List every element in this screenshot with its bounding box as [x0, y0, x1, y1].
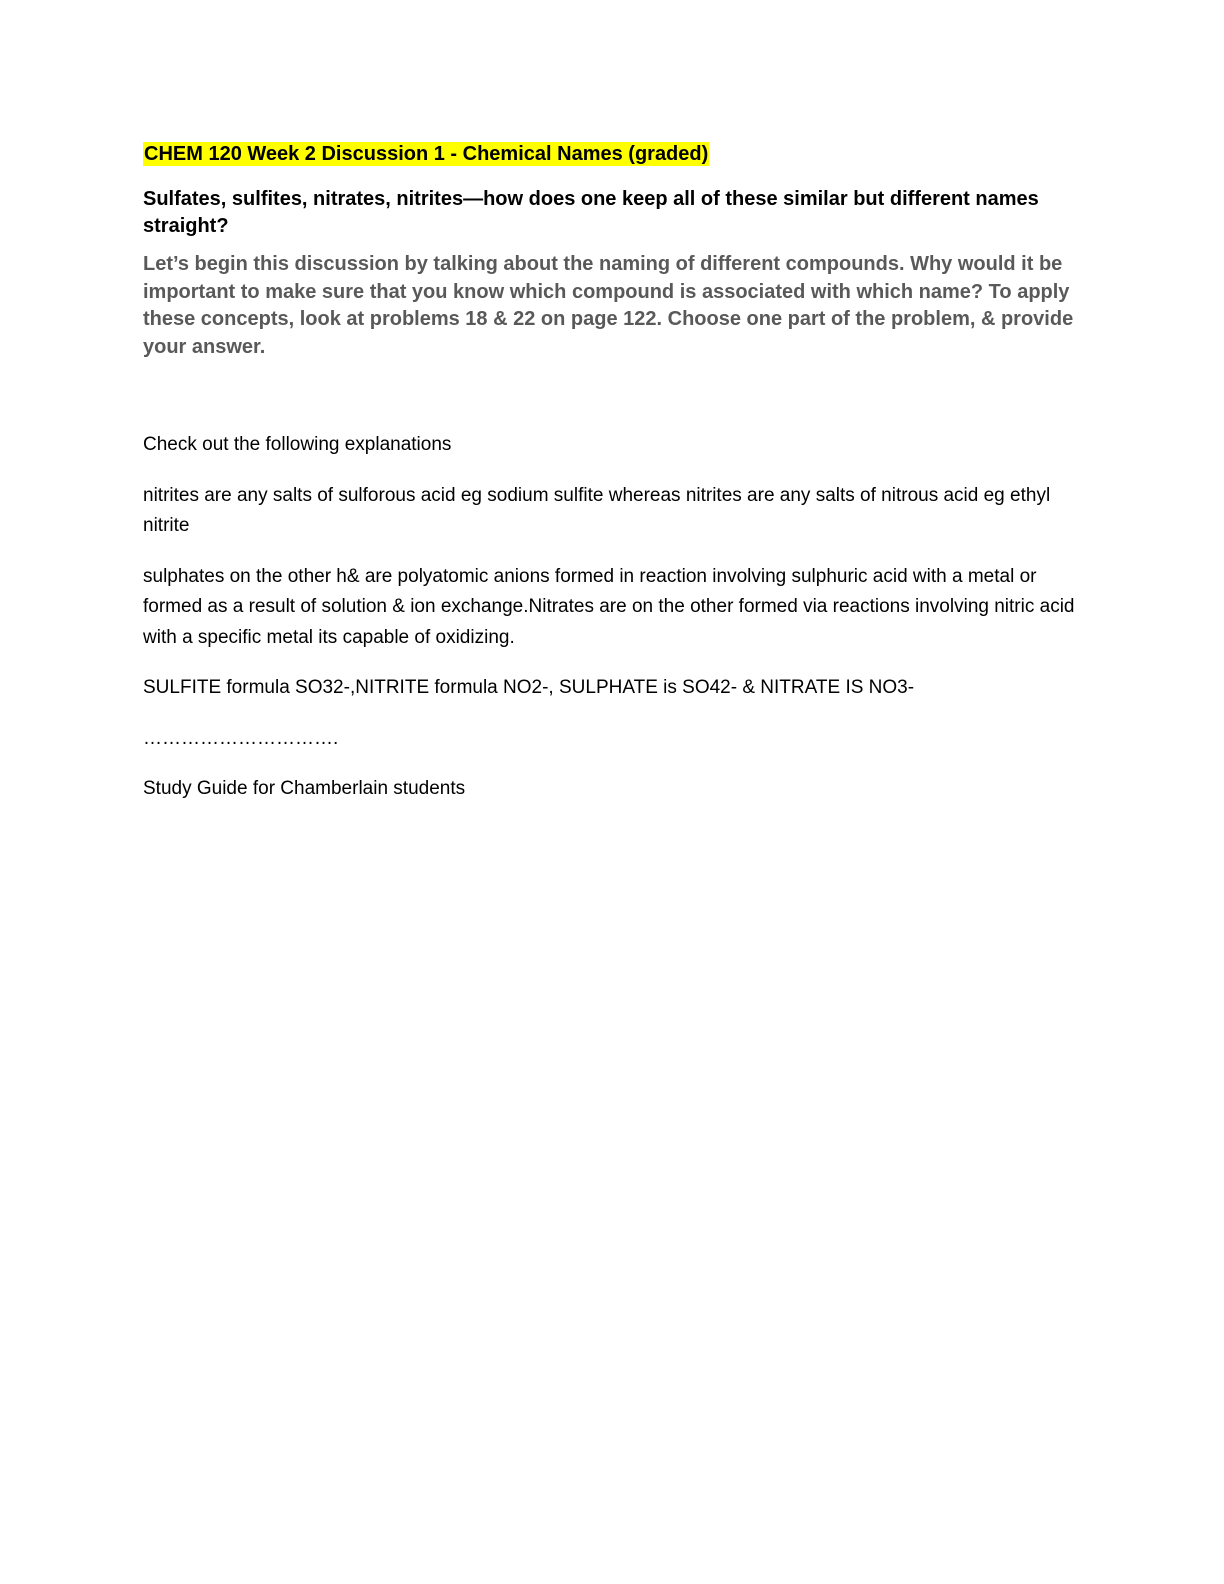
paragraph-intro: Check out the following explanations: [143, 434, 452, 455]
document-page: [143, 138, 1083, 805]
paragraph-study-guide: Study Guide for Chamberlain students: [143, 778, 466, 799]
discussion-question: Sulfates, sulfites, nitrates, nitrites—how does one keep all of these similar but different names straight?: [143, 188, 1039, 237]
title-line: [143, 138, 1083, 170]
dotted-separator: ………………………….: [143, 727, 339, 749]
paragraph-sulphates-nitrates: sulphates on the other h& are polyatomic anions formed in reaction involving sulphuric acid with a metal or formed as a result of solution & ion exchange.Nitrates are on the other formed via reactions involving nitric acid with a specific metal its capable of oxidizing.: [143, 565, 1075, 648]
paragraph-formulas: SULFITE formula SO32-,NITRITE formula NO2-, SULPHATE is SO42- & NITRATE IS NO3-: [143, 677, 915, 698]
paragraph-sulfites-nitrites: nitrites are any salts of sulforous acid eg sodium sulfite whereas nitrites are any salts of nitrous acid eg ethyl nitrite: [143, 484, 1051, 536]
discussion-prompt: Let’s begin this discussion by talking about the naming of different compounds. Why would it be important to make sure that you know which compound is associated with which name? To apply these concepts, look at problems 18 & 22 on page 122. Choose one part of the problem, & provide your answer.: [143, 253, 1074, 358]
document-title: CHEM 120 Week 2 Discussion 1 - Chemical Names (graded): [144, 143, 709, 165]
